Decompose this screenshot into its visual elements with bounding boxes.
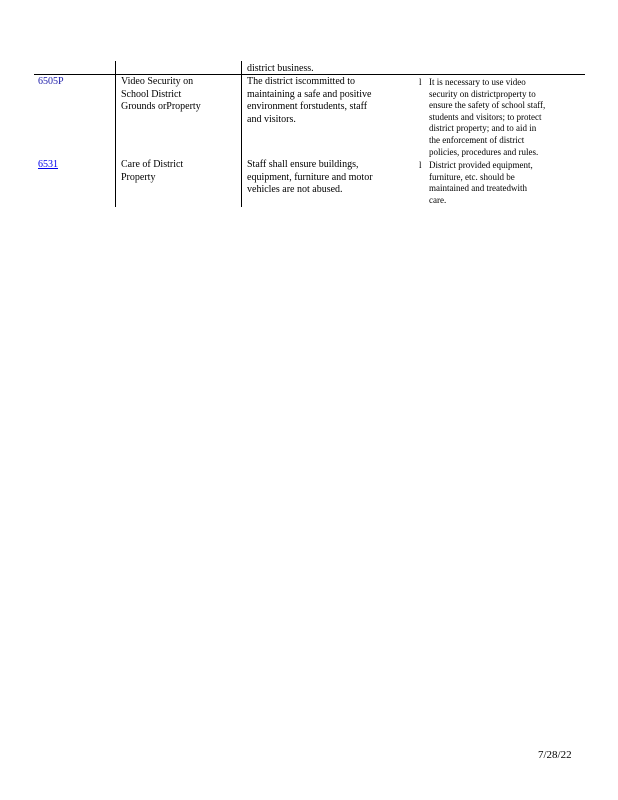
policy-number-link[interactable]: 6505P: [38, 76, 64, 87]
column-divider-1: [115, 61, 116, 207]
policy-description: The district iscommitted to maintaining a safe and positive environment forstudents, staff and visitors.: [247, 76, 372, 125]
policy-description: Staff shall ensure buildings, equipment, furniture and motor vehicles are not abused.: [247, 159, 373, 195]
policy-title: Video Security on School District Grounds orProperty: [121, 76, 201, 112]
policy-title: Care of District Property: [121, 159, 184, 183]
rationale-text: District provided equipment, furniture, etc. should be maintained and treatedwith care.: [429, 160, 533, 205]
bullet-icon: l: [419, 160, 422, 170]
rationale-text: It is necessary to use video security on districtproperty to ensure the safety of school staff, students and visitors; to protect district property; and to aid in the enforcement of district policies, procedures and rules.: [429, 77, 546, 157]
policy-number-link[interactable]: 6531: [38, 159, 58, 170]
continued-description: district business.: [247, 63, 314, 74]
bullet-icon: l: [419, 77, 422, 87]
footer-date: 7/28/22: [538, 749, 572, 761]
column-divider-2: [241, 61, 242, 207]
